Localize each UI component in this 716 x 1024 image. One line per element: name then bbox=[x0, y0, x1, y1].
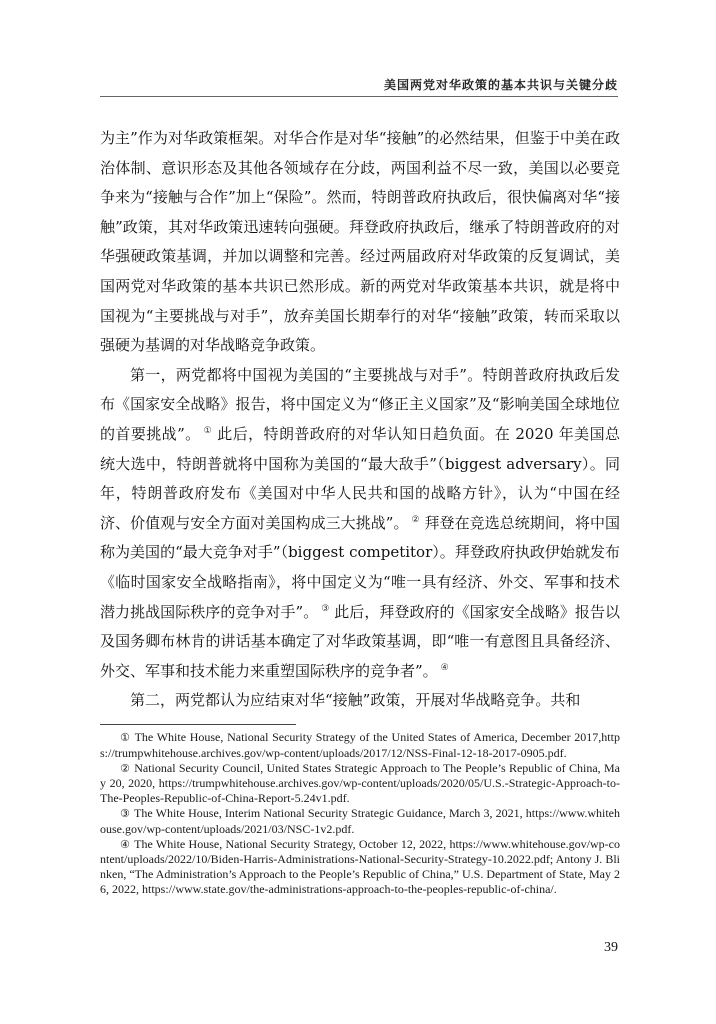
footnote-4 bbox=[100, 837, 620, 897]
footnote-1 bbox=[100, 730, 620, 761]
footnote-text: The White House, National Security Strategy of the United States of America, December 2017,https://trumpwhitehouse.archives.gov/wp-content/uploads/2017/12/NSS-Final-12-18-2017-0905.pdf. bbox=[100, 730, 620, 760]
paragraph-2-part-c: 拜登在竞选总统期间，将中国称为美国的“最大竞争对手”（biggest competitor）。拜登政府执政伊始就发布《临时国家安全战略指南》，将中国定义为“唯一具有经济、外交、军事和技术潜力挑战国际秩序的竞争对手”。 bbox=[100, 513, 620, 621]
header-divider bbox=[100, 96, 618, 97]
paragraph-1: 为主”作为对华政策框架。对华合作是对华“接触”的必然结果，但鉴于中美在政治体制、意识形态及其他各领域存在分歧，两国利益不尽一致，美国以必要竞争来为“接触与合作”加上“保险”。然而，特朗普政府执政后，很快偏离对华“接触”政策，其对华政策迅速转向强硬。拜登政府执政后，继承了特朗普政府的对华强硬政策基调，并加以调整和完善。经过两届政府对华政策的反复调试，美国两党对华政策的基本共识已然形成。新的两党对华政策基本共识，就是将中国视为“主要挑战与对手”，放弃美国长期奉行的对华“接触”政策，转而采取以强硬为基调的对华战略竞争政策。 bbox=[100, 129, 620, 355]
footnote-mark: ④ bbox=[120, 837, 131, 851]
footnote-text: The White House, Interim National Security Strategic Guidance, March 3, 2021, https://www.whitehouse.gov/wp-content/uploads/2021/03/NSC-1v2.pdf. bbox=[100, 805, 620, 836]
footnote-ref-3: ③ bbox=[321, 603, 330, 614]
footnote-2 bbox=[100, 761, 620, 806]
page-number: 39 bbox=[604, 940, 618, 955]
footnote-ref-1: ① bbox=[203, 425, 213, 436]
footnote-3 bbox=[100, 806, 620, 837]
paragraph-3: 第二，两党都认为应结束对华“接触”政策，开展对华战略竞争。共和 bbox=[130, 691, 581, 710]
running-head-title: 美国两党对华政策的基本共识与关键分歧 bbox=[383, 78, 618, 92]
footnote-mark: ① bbox=[120, 731, 131, 744]
paragraph-2 bbox=[100, 361, 620, 687]
footnote-text: The White House, National Security Strategy, October 12, 2022, https://www.whitehouse.gov/wp-content/uploads/2022/10/Biden-Harris-Administrations-National-Security-Strategy-10.2022.pdf; Antony J. Blinken, “The Administration’s Approach to the People’s Republic of China,” U.S. Department of State, May 26, 2022, https://www.state.gov/the-administrations-approach-to-the-peoples-republic-of-china/. bbox=[100, 836, 620, 896]
paragraph-2-part-a: 第一，两党都将中国视为美国的“主要挑战与对手”。特朗普政府执政后发布《国家安全战略》报告，将中国定义为“修正主义国家”及“影响美国全球地位的首要挑战”。 bbox=[100, 365, 620, 443]
main-text bbox=[100, 124, 620, 716]
paragraph-2-part-b: 此后，特朗普政府的对华认知日趋负面。在 2020 年美国总统大选中，特朗普就将中国称为美国的“最大敌手”（biggest adversary）。同年，特朗普政府发布《美国对中华人民共和国的战略方针》，认为“中国在经济、价值观与安全方面对美国构成三大挑战”。 bbox=[100, 424, 620, 532]
footnote-divider bbox=[100, 724, 296, 725]
footnotes bbox=[100, 730, 620, 897]
paragraph-2-part-d: 此后，拜登政府的《国家安全战略》报告以及国务卿布林肯的讲话基本确定了对华政策基调，即“唯一有意图且具备经济、外交、军事和技术能力来重塑国际秩序的竞争者”。 bbox=[100, 602, 620, 680]
footnote-ref-4: ④ bbox=[440, 662, 449, 673]
footnote-text: National Security Council, United States Strategic Approach to The People’s Republic of China, May 20, 2020, https://trumpwhitehouse.archives.gov/wp-content/uploads/2020/05/U.S.-Strategic-Approach-to-The-Peoples-Republic-of-China-Report-5.24v1.pdf. bbox=[100, 760, 620, 806]
footnote-mark: ② bbox=[120, 761, 131, 775]
footnote-ref-2: ② bbox=[411, 514, 420, 525]
footnote-mark: ③ bbox=[120, 806, 131, 820]
